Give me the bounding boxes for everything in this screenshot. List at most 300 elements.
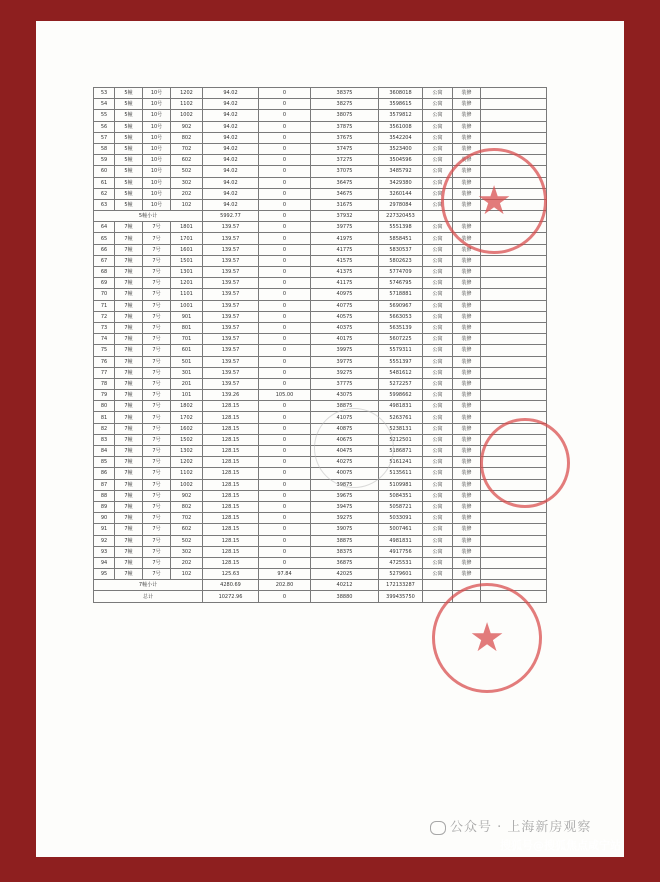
table-cell: 139.57	[203, 367, 259, 378]
table-cell: 公寓	[423, 501, 453, 512]
table-cell: 公寓	[423, 334, 453, 345]
table-cell: 139.57	[203, 378, 259, 389]
table-cell: 0	[259, 479, 311, 490]
table-cell: 40275	[311, 457, 379, 468]
table-cell: 7幢	[115, 535, 143, 546]
table-row	[94, 356, 547, 367]
table-cell: 公寓	[423, 199, 453, 210]
table-cell: 5690967	[379, 300, 423, 311]
table-cell	[481, 289, 547, 300]
table-row	[94, 390, 547, 401]
table-cell: 公寓	[423, 255, 453, 266]
table-cell: 39975	[311, 345, 379, 356]
table-cell: 5551398	[379, 222, 423, 233]
table-cell: 装修	[453, 513, 481, 524]
table-cell: 102	[171, 199, 203, 210]
table-cell: 102	[171, 569, 203, 580]
table-cell: 7号	[143, 255, 171, 266]
table-cell: 202	[171, 188, 203, 199]
table-cell: 公寓	[423, 99, 453, 110]
table-cell: 58	[94, 143, 115, 154]
table-cell: 5774709	[379, 267, 423, 278]
table-cell: 40212	[311, 580, 379, 591]
table-cell: 装修	[453, 423, 481, 434]
company-seal-icon: ★	[441, 148, 547, 254]
table-cell: 5992.77	[203, 211, 259, 222]
table-cell: 公寓	[423, 356, 453, 367]
table-cell: 7幢	[115, 434, 143, 445]
table-cell: 装修	[453, 88, 481, 99]
table-cell: 5663053	[379, 311, 423, 322]
table-cell: 5幢	[115, 121, 143, 132]
table-cell: 39275	[311, 513, 379, 524]
table-cell: 94.02	[203, 143, 259, 154]
table-cell: 1102	[171, 99, 203, 110]
table-cell: 77	[94, 367, 115, 378]
table-cell	[481, 401, 547, 412]
table-cell: 57	[94, 132, 115, 143]
table-cell: 5263761	[379, 412, 423, 423]
table-cell: 10272.96	[203, 591, 259, 602]
table-cell: 5幢	[115, 155, 143, 166]
table-cell: 5109981	[379, 479, 423, 490]
table-cell: 7幢	[115, 300, 143, 311]
table-cell: 公寓	[423, 378, 453, 389]
table-cell: 装修	[453, 356, 481, 367]
table-cell: 125.63	[203, 569, 259, 580]
table-cell	[481, 255, 547, 266]
table-cell: 公寓	[423, 434, 453, 445]
table-cell: 7幢	[115, 278, 143, 289]
table-cell: 7幢	[115, 244, 143, 255]
table-cell: 公寓	[423, 513, 453, 524]
table-cell: 装修	[453, 546, 481, 557]
table-cell: 0	[259, 501, 311, 512]
table-cell: 公寓	[423, 177, 453, 188]
table-cell: 0	[259, 121, 311, 132]
table-row	[94, 412, 547, 423]
table-cell: 公寓	[423, 143, 453, 154]
table-row	[94, 367, 547, 378]
table-cell: 1002	[171, 479, 203, 490]
table-cell: 公寓	[423, 479, 453, 490]
table-cell: 7幢	[115, 468, 143, 479]
table-cell: 89	[94, 501, 115, 512]
table-row	[94, 99, 547, 110]
table-cell	[481, 390, 547, 401]
table-cell: 0	[259, 199, 311, 210]
table-cell: 41075	[311, 412, 379, 423]
table-row	[94, 334, 547, 345]
table-cell: 7号	[143, 569, 171, 580]
table-cell	[481, 513, 547, 524]
table-cell: 公寓	[423, 569, 453, 580]
table-cell	[481, 278, 547, 289]
table-cell: 10号	[143, 99, 171, 110]
table-cell: 装修	[453, 244, 481, 255]
table-cell: 装修	[453, 535, 481, 546]
table-cell: 7幢	[115, 334, 143, 345]
table-cell: 139.57	[203, 334, 259, 345]
table-cell: 0	[259, 334, 311, 345]
table-cell: 85	[94, 457, 115, 468]
table-cell: 0	[259, 255, 311, 266]
table-cell: 装修	[453, 99, 481, 110]
table-cell	[481, 267, 547, 278]
table-cell: 公寓	[423, 412, 453, 423]
table-cell	[481, 546, 547, 557]
table-cell: 10号	[143, 166, 171, 177]
table-cell: 43075	[311, 390, 379, 401]
table-cell: 93	[94, 546, 115, 557]
table-cell: 0	[259, 177, 311, 188]
table-cell: 0	[259, 267, 311, 278]
table-cell: 84	[94, 446, 115, 457]
table-cell: 53	[94, 88, 115, 99]
table-cell: 40075	[311, 468, 379, 479]
table-row	[94, 524, 547, 535]
table-cell: 1601	[171, 244, 203, 255]
table-cell: 128.15	[203, 513, 259, 524]
table-cell: 128.15	[203, 535, 259, 546]
table-cell: 1301	[171, 267, 203, 278]
table-cell: 75	[94, 345, 115, 356]
table-cell: 94.02	[203, 188, 259, 199]
table-cell: 5212501	[379, 434, 423, 445]
table-cell: 602	[171, 155, 203, 166]
table-cell: 3579812	[379, 110, 423, 121]
table-cell: 38375	[311, 88, 379, 99]
table-cell: 1001	[171, 300, 203, 311]
table-cell: 装修	[453, 490, 481, 501]
table-cell: 7号	[143, 233, 171, 244]
table-cell: 801	[171, 322, 203, 333]
table-cell: 5幢	[115, 166, 143, 177]
table-cell: 3561008	[379, 121, 423, 132]
table-cell: 128.15	[203, 401, 259, 412]
table-cell: 公寓	[423, 524, 453, 535]
table-row	[94, 132, 547, 143]
table-cell: 0	[259, 513, 311, 524]
table-cell: 装修	[453, 155, 481, 166]
table-cell: 公寓	[423, 390, 453, 401]
table-cell: 60	[94, 166, 115, 177]
table-cell: 7幢	[115, 345, 143, 356]
table-cell	[481, 356, 547, 367]
table-cell: 7幢	[115, 311, 143, 322]
table-cell: 总计	[94, 591, 203, 602]
table-cell: 172133287	[379, 580, 423, 591]
table-cell: 3523400	[379, 143, 423, 154]
table-cell: 7号	[143, 479, 171, 490]
table-cell: 7幢	[115, 557, 143, 568]
table-cell: 0	[259, 535, 311, 546]
table-cell: 7号	[143, 367, 171, 378]
table-cell: 0	[259, 222, 311, 233]
table-cell: 装修	[453, 177, 481, 188]
table-cell: 128.15	[203, 557, 259, 568]
table-cell: 37075	[311, 166, 379, 177]
table-cell: 7号	[143, 222, 171, 233]
table-cell: 501	[171, 356, 203, 367]
table-cell: 1802	[171, 401, 203, 412]
table-cell: 602	[171, 524, 203, 535]
table-cell: 7幢	[115, 267, 143, 278]
table-cell: 36475	[311, 177, 379, 188]
table-cell: 5幢	[115, 199, 143, 210]
table-cell: 7号	[143, 501, 171, 512]
table-cell: 7幢	[115, 356, 143, 367]
table-cell: 7幢	[115, 546, 143, 557]
table-cell: 94.02	[203, 99, 259, 110]
table-cell: 502	[171, 535, 203, 546]
table-cell: 装修	[453, 322, 481, 333]
table-cell: 139.57	[203, 345, 259, 356]
table-row	[94, 110, 547, 121]
table-cell: 5607225	[379, 334, 423, 345]
table-cell: 公寓	[423, 457, 453, 468]
table-cell: 装修	[453, 278, 481, 289]
table-cell: 38875	[311, 401, 379, 412]
table-cell: 1002	[171, 110, 203, 121]
table-cell: 0	[259, 88, 311, 99]
table-cell: 91	[94, 524, 115, 535]
table-cell: 0	[259, 99, 311, 110]
table-cell: 41975	[311, 233, 379, 244]
table-cell: 7幢小计	[94, 580, 203, 591]
table-cell: 86	[94, 468, 115, 479]
table-cell: 38375	[311, 546, 379, 557]
table-cell: 0	[259, 188, 311, 199]
table-cell: 0	[259, 233, 311, 244]
table-cell: 1602	[171, 423, 203, 434]
table-cell: 139.57	[203, 300, 259, 311]
table-cell: 83	[94, 434, 115, 445]
table-cell: 7号	[143, 322, 171, 333]
table-cell: 装修	[453, 334, 481, 345]
table-cell: 702	[171, 143, 203, 154]
table-cell: 5058721	[379, 501, 423, 512]
table-cell: 0	[259, 155, 311, 166]
table-cell: 40975	[311, 289, 379, 300]
table-cell: 101	[171, 390, 203, 401]
table-cell: 128.15	[203, 412, 259, 423]
table-cell: 10号	[143, 155, 171, 166]
table-cell: 装修	[453, 311, 481, 322]
table-cell: 0	[259, 524, 311, 535]
table-cell: 94.02	[203, 155, 259, 166]
table-cell: 702	[171, 513, 203, 524]
table-cell: 201	[171, 378, 203, 389]
table-cell: 69	[94, 278, 115, 289]
table-cell: 39075	[311, 524, 379, 535]
table-cell: 128.15	[203, 457, 259, 468]
table-cell: 1801	[171, 222, 203, 233]
table-cell: 7号	[143, 468, 171, 479]
table-cell: 公寓	[423, 345, 453, 356]
table-cell	[481, 132, 547, 143]
table-cell	[423, 580, 453, 591]
table-cell: 0	[259, 300, 311, 311]
table-cell: 128.15	[203, 479, 259, 490]
table-cell: 59	[94, 155, 115, 166]
table-cell: 39475	[311, 501, 379, 512]
table-cell: 139.57	[203, 267, 259, 278]
table-cell: 0	[259, 378, 311, 389]
table-cell: 5279601	[379, 569, 423, 580]
table-cell: 40675	[311, 434, 379, 445]
table-cell: 5718881	[379, 289, 423, 300]
table-cell: 39675	[311, 490, 379, 501]
table-cell: 40575	[311, 311, 379, 322]
table-cell: 7幢	[115, 457, 143, 468]
table-cell: 1102	[171, 468, 203, 479]
table-cell: 7幢	[115, 423, 143, 434]
table-row	[94, 311, 547, 322]
table-cell: 7幢	[115, 233, 143, 244]
table-row	[94, 267, 547, 278]
table-cell: 7号	[143, 278, 171, 289]
table-cell: 0	[259, 434, 311, 445]
table-cell: 0	[259, 367, 311, 378]
table-row	[94, 401, 547, 412]
table-cell: 36875	[311, 557, 379, 568]
table-cell: 70	[94, 289, 115, 300]
table-cell: 39775	[311, 222, 379, 233]
table-cell: 302	[171, 177, 203, 188]
table-cell: 37475	[311, 143, 379, 154]
table-cell: 7号	[143, 390, 171, 401]
table-cell: 5161241	[379, 457, 423, 468]
table-cell	[481, 99, 547, 110]
table-row	[94, 490, 547, 501]
table-cell: 5幢小计	[94, 211, 203, 222]
table-cell: 62	[94, 188, 115, 199]
table-cell: 7号	[143, 446, 171, 457]
table-cell: 7号	[143, 289, 171, 300]
table-cell: 502	[171, 166, 203, 177]
table-cell: 0	[259, 468, 311, 479]
table-cell: 5272257	[379, 378, 423, 389]
table-row	[94, 88, 547, 99]
table-row	[94, 479, 547, 490]
table-cell	[481, 88, 547, 99]
table-row	[94, 278, 547, 289]
table-cell: 34675	[311, 188, 379, 199]
table-cell: 0	[259, 166, 311, 177]
table-cell: 76	[94, 356, 115, 367]
table-cell: 7号	[143, 557, 171, 568]
table-cell: 40175	[311, 334, 379, 345]
table-cell: 1302	[171, 446, 203, 457]
table-row	[94, 121, 547, 132]
table-cell: 公寓	[423, 311, 453, 322]
table-cell	[481, 535, 547, 546]
table-cell: 7号	[143, 300, 171, 311]
table-cell: 3598615	[379, 99, 423, 110]
table-row	[94, 255, 547, 266]
table-cell	[481, 569, 547, 580]
table-cell: 5幢	[115, 143, 143, 154]
table-cell: 4981831	[379, 401, 423, 412]
table-cell: 901	[171, 311, 203, 322]
table-cell: 公寓	[423, 535, 453, 546]
table-cell: 1702	[171, 412, 203, 423]
table-cell: 1202	[171, 88, 203, 99]
table-cell: 202	[171, 557, 203, 568]
table-cell: 54	[94, 99, 115, 110]
table-cell: 128.15	[203, 423, 259, 434]
table-cell: 40875	[311, 423, 379, 434]
table-cell: 7号	[143, 423, 171, 434]
table-cell: 装修	[453, 255, 481, 266]
table-cell: 装修	[453, 569, 481, 580]
table-cell: 5830537	[379, 244, 423, 255]
table-cell: 31675	[311, 199, 379, 210]
table-cell: 5802623	[379, 255, 423, 266]
table-cell: 公寓	[423, 278, 453, 289]
table-cell: 1701	[171, 233, 203, 244]
table-cell: 装修	[453, 143, 481, 154]
table-cell: 10号	[143, 121, 171, 132]
table-cell: 97.84	[259, 569, 311, 580]
table-cell: 38875	[311, 535, 379, 546]
table-row	[94, 501, 547, 512]
table-cell	[481, 121, 547, 132]
table-cell: 94.02	[203, 132, 259, 143]
table-cell: 10号	[143, 177, 171, 188]
table-cell: 装修	[453, 166, 481, 177]
table-cell: 7号	[143, 434, 171, 445]
table-cell: 0	[259, 356, 311, 367]
table-cell: 0	[259, 132, 311, 143]
table-cell: 81	[94, 412, 115, 423]
table-cell: 公寓	[423, 367, 453, 378]
table-cell: 79	[94, 390, 115, 401]
table-cell: 0	[259, 322, 311, 333]
table-cell: 7号	[143, 535, 171, 546]
table-cell: 1201	[171, 278, 203, 289]
table-cell: 0	[259, 591, 311, 602]
table-cell: 74	[94, 334, 115, 345]
table-cell: 公寓	[423, 401, 453, 412]
table-cell: 92	[94, 535, 115, 546]
table-cell: 139.57	[203, 356, 259, 367]
table-cell: 71	[94, 300, 115, 311]
table-cell: 10号	[143, 132, 171, 143]
table-cell: 装修	[453, 501, 481, 512]
table-cell: 37875	[311, 121, 379, 132]
table-cell: 5幢	[115, 177, 143, 188]
table-cell: 公寓	[423, 300, 453, 311]
table-cell: 5033091	[379, 513, 423, 524]
table-cell: 0	[259, 490, 311, 501]
table-cell: 装修	[453, 412, 481, 423]
table-cell: 7幢	[115, 412, 143, 423]
table-cell	[481, 367, 547, 378]
table-cell: 7幢	[115, 322, 143, 333]
table-cell: 3608018	[379, 88, 423, 99]
table-cell: 42025	[311, 569, 379, 580]
table-cell: 72	[94, 311, 115, 322]
table-cell: 公寓	[423, 322, 453, 333]
table-cell: 399435750	[379, 591, 423, 602]
table-cell: 105.00	[259, 390, 311, 401]
table-cell: 80	[94, 401, 115, 412]
table-cell: 0	[259, 412, 311, 423]
table-cell: 10号	[143, 88, 171, 99]
table-cell: 202.80	[259, 580, 311, 591]
